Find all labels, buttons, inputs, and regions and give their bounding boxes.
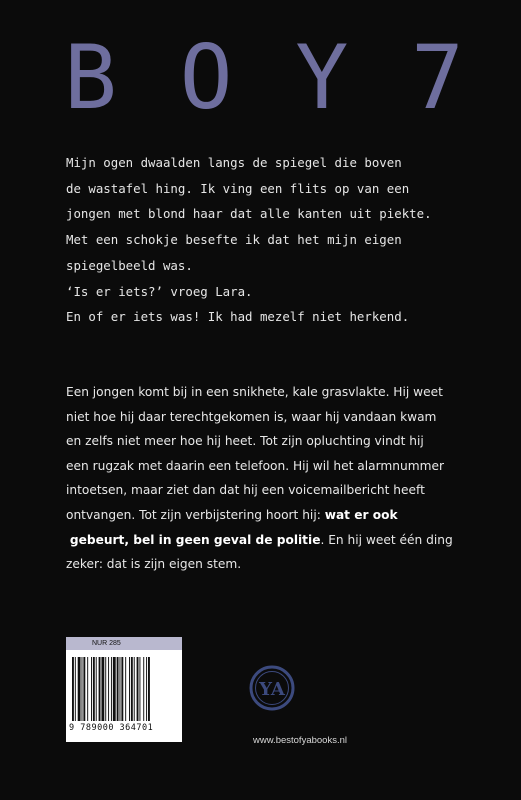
- excerpt-line: de wastafel hing. Ik ving een flits op van een: [66, 180, 410, 196]
- title-letter-o: O: [179, 26, 233, 129]
- blurb-text: ontvangen. Tot zijn verbijstering hoort hij:: [66, 507, 325, 522]
- publisher-url: www.bestofyabooks.nl: [253, 735, 347, 746]
- blurb-line: [66, 503, 466, 528]
- blurb-line: zeker: dat is zijn eigen stem.: [66, 557, 242, 572]
- barcode-label: [66, 637, 182, 742]
- excerpt-line: Mijn ogen dwaalden langs de spiegel die boven: [66, 155, 402, 170]
- blurb-emphasis: gebeurt, bel in geen geval de politie: [69, 532, 321, 547]
- blurb-line: intoetsen, maar ziet dan dat hij een voicemailbericht heeft: [66, 483, 425, 498]
- blurb-line: en zelfs niet meer hoe hij heet. Tot zijn opluchting vindt hij: [66, 434, 424, 449]
- excerpt-line: ‘Is er iets?’ vroeg Lara.: [66, 283, 253, 299]
- book-excerpt: [66, 150, 466, 330]
- blurb-line: [66, 528, 466, 553]
- blurb-line: een rugzak met daarin een telefoon. Hij wil het alarmnummer: [66, 458, 444, 473]
- isbn-number: 9 789000 364701: [69, 723, 154, 733]
- excerpt-line: spiegelbeeld was.: [66, 257, 193, 273]
- ya-logo-icon: [248, 664, 296, 712]
- blurb-line: niet hoe hij daar terechtgekomen is, waar hij vandaan kwam: [66, 409, 437, 424]
- blurb-line: Een jongen komt bij in een snikhete, kale grasvlakte. Hij weet: [66, 385, 443, 399]
- logo-text: YA: [259, 679, 285, 700]
- title-letter-b: B: [64, 26, 117, 129]
- barcode-icon: [71, 657, 177, 721]
- book-blurb: [66, 380, 466, 577]
- excerpt-line: En of er iets was! Ik had mezelf niet herkend.: [66, 309, 410, 325]
- excerpt-line: jongen met blond haar dat alle kanten uit piekte.: [66, 206, 432, 222]
- blurb-text: . En hij weet één ding: [320, 532, 453, 547]
- title-letter-7: 7: [411, 26, 464, 129]
- book-title: [64, 28, 464, 128]
- blurb-emphasis: wat er ook: [324, 507, 398, 522]
- nur-code: NUR 285: [66, 637, 182, 650]
- title-letter-y: Y: [295, 26, 349, 129]
- excerpt-line: Met een schokje besefte ik dat het mijn eigen: [66, 232, 402, 248]
